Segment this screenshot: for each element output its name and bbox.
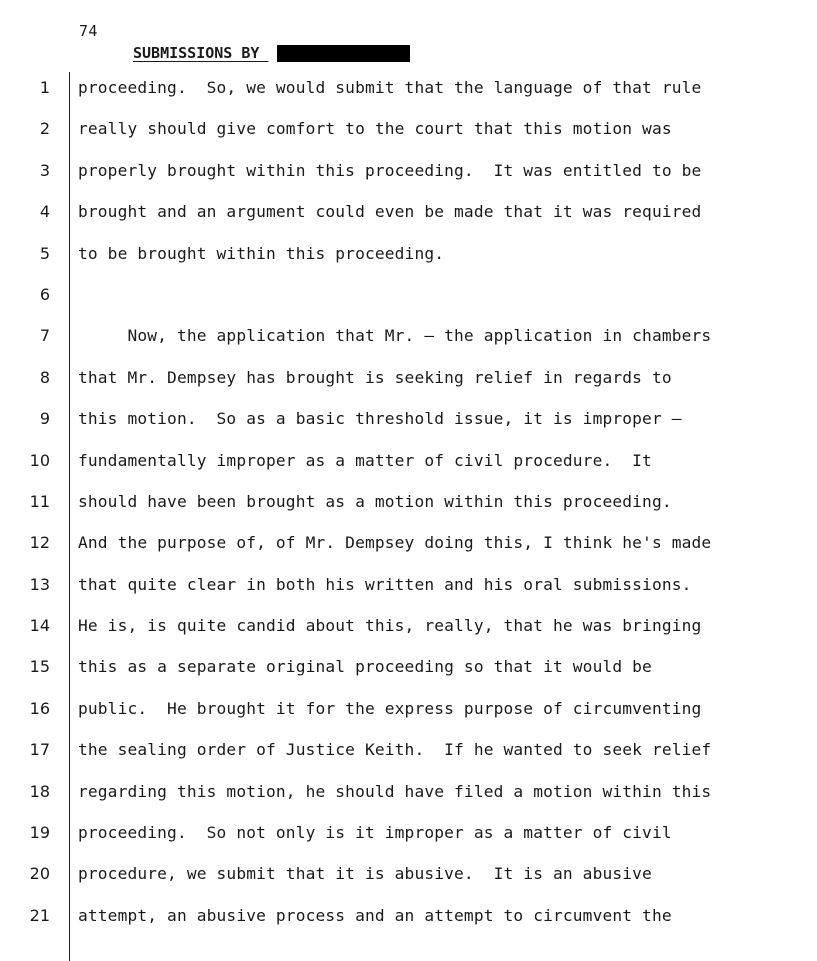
transcript-line	[0, 234, 817, 275]
line-text: the sealing order of Justice Keith. If he wanted to seek relief	[78, 740, 712, 760]
line-text: And the purpose of, of Mr. Dempsey doing this, I think he's made	[78, 533, 712, 553]
redaction-bar	[277, 45, 410, 62]
line-number: 20	[29, 864, 50, 884]
line-text: brought and an argument could even be made that it was required	[78, 202, 702, 222]
line-number: 7	[39, 326, 50, 346]
line-number: 3	[39, 160, 50, 180]
heading-label: SUBMISSIONS BY	[133, 43, 269, 62]
line-number: 14	[29, 616, 50, 636]
line-text: that Mr. Dempsey has brought is seeking relief in regards to	[78, 367, 672, 387]
line-text: procedure, we submit that it is abusive. It is an abusive	[78, 864, 652, 884]
line-number: 18	[29, 781, 50, 801]
transcript-line	[0, 482, 817, 523]
transcript-line	[0, 565, 817, 606]
line-number: 2	[39, 119, 50, 139]
line-number: 17	[29, 740, 50, 760]
line-text: this motion. So as a basic threshold issue, it is improper —	[78, 409, 682, 429]
section-heading	[133, 43, 410, 62]
transcript-line	[0, 606, 817, 647]
line-text: this as a separate original proceeding so that it would be	[78, 657, 652, 677]
transcript-line	[0, 772, 817, 813]
line-text: really should give comfort to the court that this motion was	[78, 119, 672, 139]
transcript-line	[0, 151, 817, 192]
transcript-line	[0, 647, 817, 688]
line-text: regarding this motion, he should have filed a motion within this	[78, 781, 712, 801]
transcript-line	[0, 730, 817, 771]
line-number: 4	[39, 202, 50, 222]
transcript-line	[0, 192, 817, 233]
line-number: 16	[29, 698, 50, 718]
line-text: that quite clear in both his written and his oral submissions.	[78, 574, 692, 594]
transcript-line	[0, 896, 817, 937]
line-number: 11	[29, 491, 50, 511]
line-number: 10	[29, 450, 50, 470]
transcript-line	[0, 109, 817, 150]
line-number: 12	[29, 533, 50, 553]
line-text: fundamentally improper as a matter of civil procedure. It	[78, 450, 652, 470]
line-number: 13	[29, 574, 50, 594]
line-text: to be brought within this proceeding.	[78, 243, 445, 263]
transcript-line	[0, 68, 817, 109]
line-number: 15	[29, 657, 50, 677]
line-number: 5	[39, 243, 50, 263]
transcript-line	[0, 523, 817, 564]
line-text: proceeding. So not only is it improper as a matter of civil	[78, 823, 672, 843]
line-text: attempt, an abusive process and an attempt to circumvent the	[78, 905, 672, 925]
line-text: proceeding. So, we would submit that the language of that rule	[78, 78, 702, 97]
transcript-line	[0, 275, 817, 316]
line-text: properly brought within this proceeding. It was entitled to be	[78, 160, 702, 180]
line-number: 8	[39, 367, 50, 387]
line-number: 1	[39, 78, 50, 97]
transcript-line	[0, 399, 817, 440]
transcript-line	[0, 358, 817, 399]
transcript-line	[0, 854, 817, 895]
line-number: 21	[29, 905, 50, 925]
line-text: He is, is quite candid about this, really, that he was bringing	[78, 616, 702, 636]
line-text: Now, the application that Mr. — the application in chambers	[78, 326, 712, 346]
transcript-line	[0, 441, 817, 482]
transcript-line	[0, 813, 817, 854]
transcript-line	[0, 689, 817, 730]
line-text: public. He brought it for the express purpose of circumventing	[78, 698, 702, 718]
line-number: 9	[39, 409, 50, 429]
page-number: 74	[79, 22, 98, 40]
line-text: should have been brought as a motion within this proceeding.	[78, 491, 672, 511]
line-number: 19	[29, 823, 50, 843]
transcript-body	[0, 68, 817, 937]
transcript-line	[0, 316, 817, 357]
line-number: 6	[39, 284, 50, 304]
